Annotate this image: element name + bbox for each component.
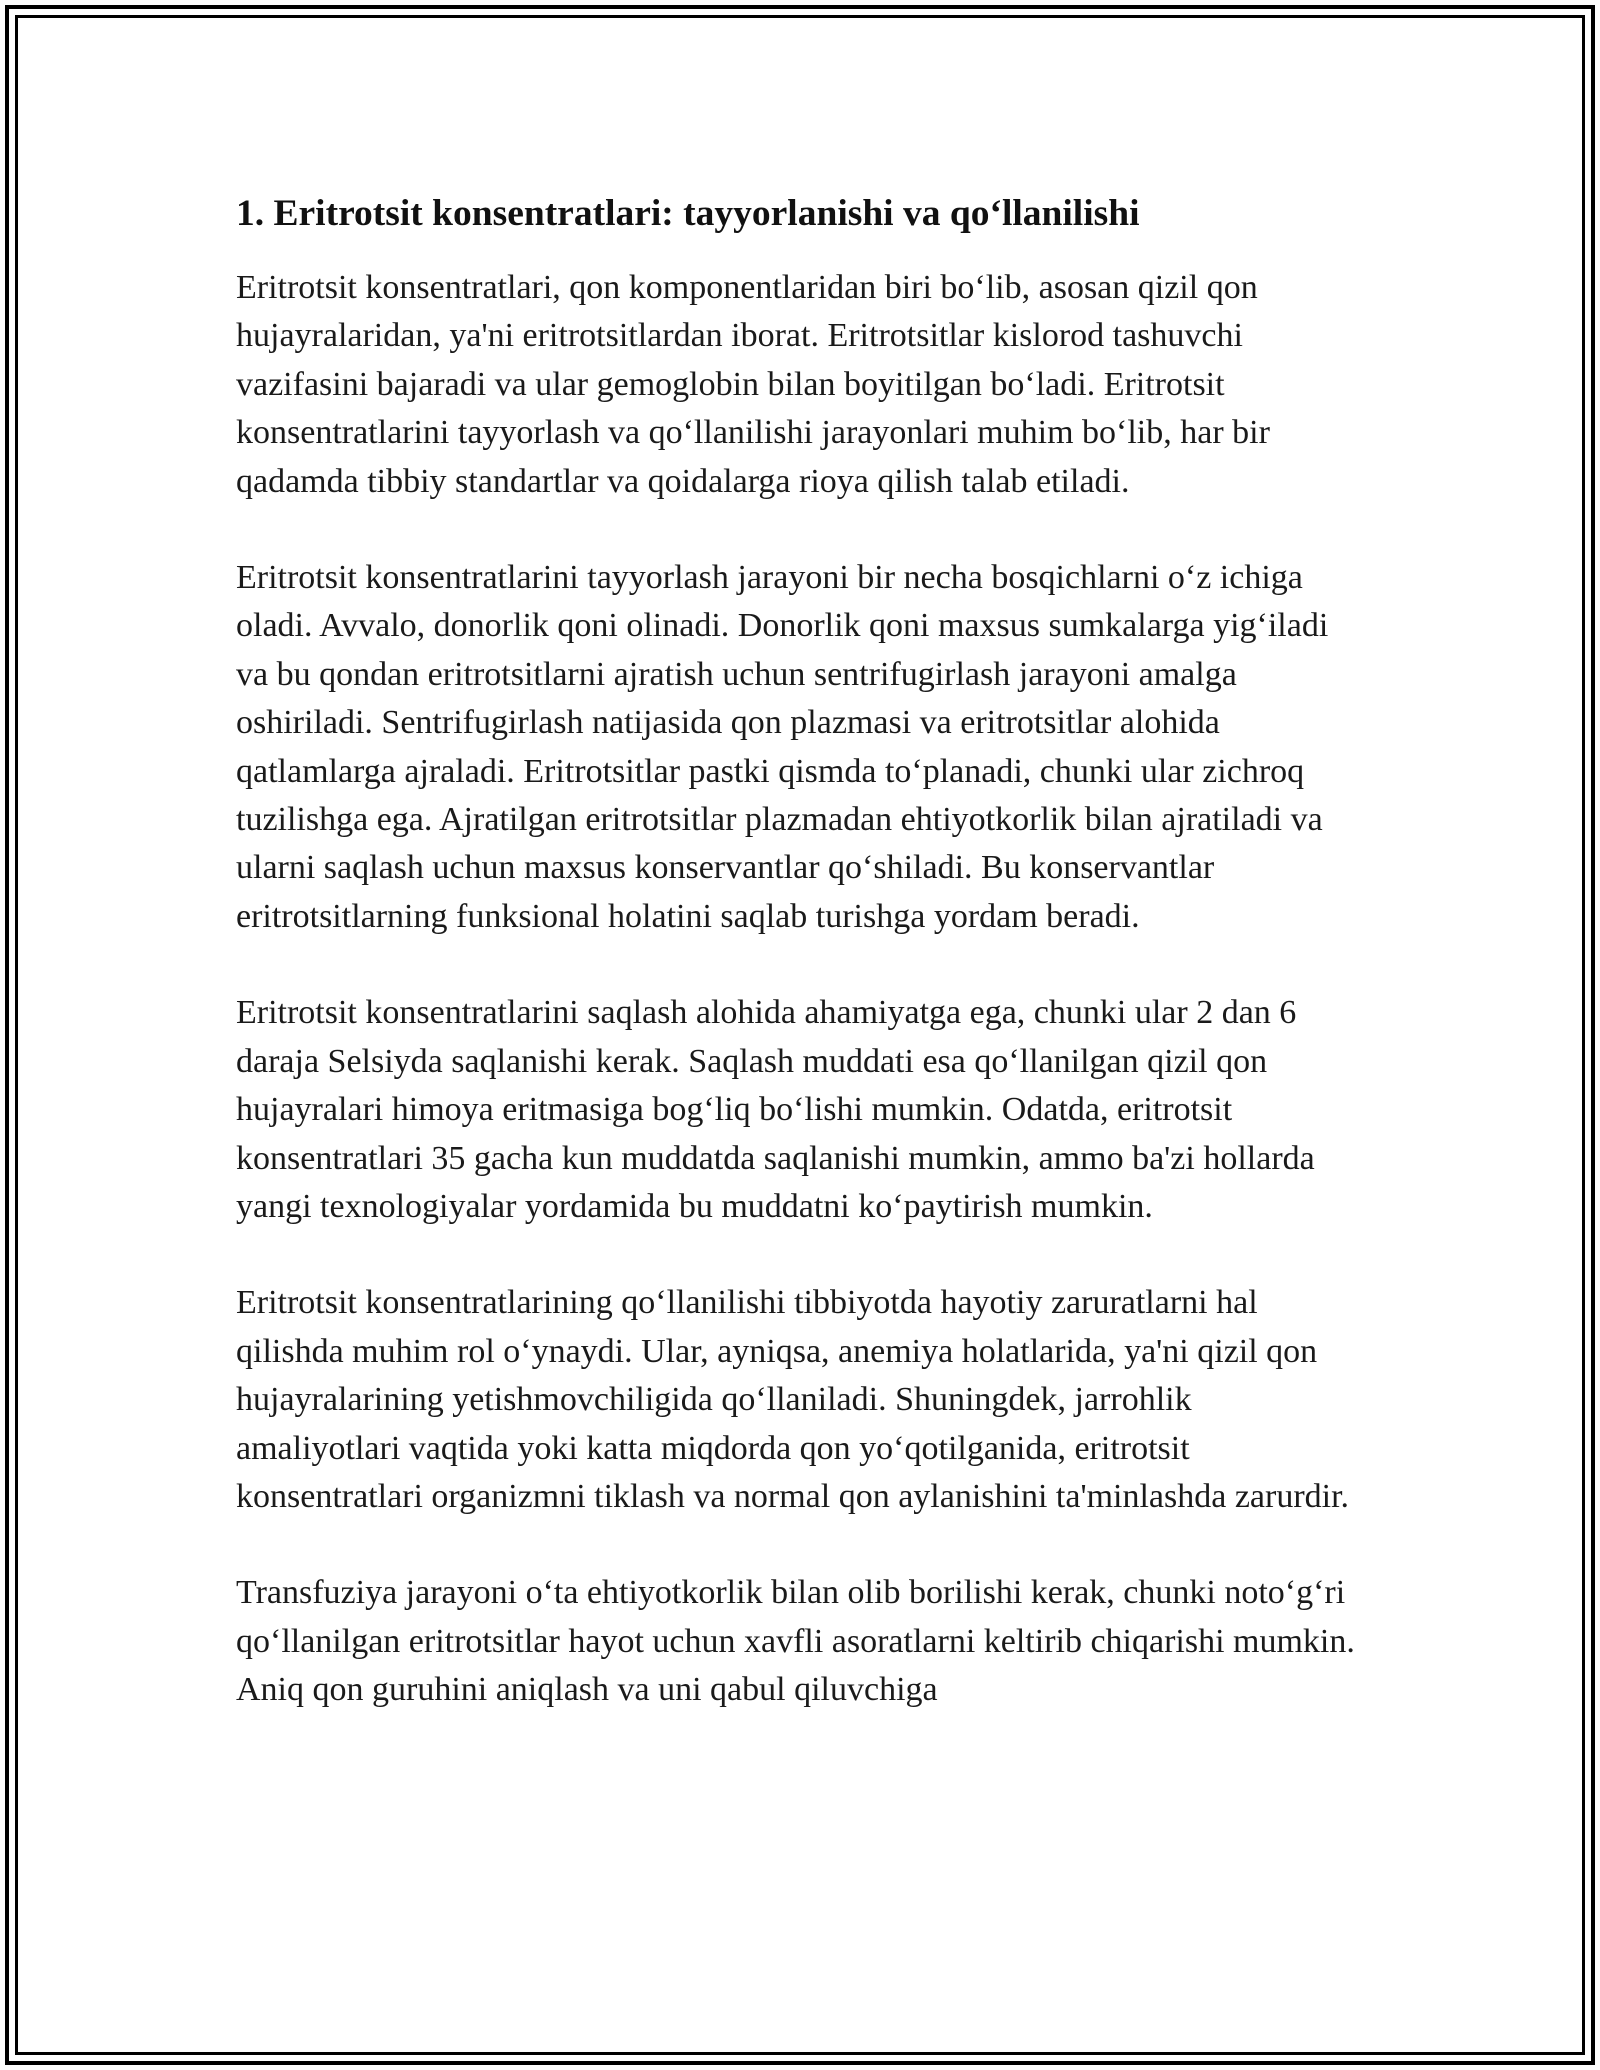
paragraph-2: Eritrotsit konsentratlarini tayyorlash jarayoni bir necha bosqichlarni o‘z ichiga oladi. Avvalo, donorlik qoni olinadi. Donorlik qoni maxsus sumkalarga yig‘iladi va bu qondan eritrotsitlarni ajratish uchun sentrifugirlash jarayoni amalga oshiriladi. Sentrifugirlash natijasida qon plazmasi va eritrotsitlar alohida qatlamlarga ajraladi. Eritrotsitlar pastki qismda to‘planadi, chunki ular zichroq tuzilishga ega. Ajratilgan eritrotsitlar plazmadan ehtiyotkorlik bilan ajratiladi va ularni saqlash uchun maxsus konservantlar qo‘shiladi. Bu konservantlar eritrotsitlarning funksional holatini saqlab turishga yordam beradi. — [236, 559, 1329, 935]
document-body — [236, 188, 1364, 1763]
paragraph-4: Eritrotsit konsentratlarining qo‘llanilishi tibbiyotda hayotiy zaruratlarni hal qilishda muhim rol o‘ynaydi. Ular, ayniqsa, anemiya holatlarida, ya'ni qizil qon hujayralarining yetishmovchiligida qo‘llaniladi. Shuningdek, jarrohlik amaliyotlari vaqtida yoki katta miqdorda qon yo‘qotilganida, eritrotsit konsentratlari organizmni tiklash va normal qon aylanishini ta'minlashda zarurdir. — [236, 1284, 1350, 1515]
paragraph-3: Eritrotsit konsentratlarini saqlash alohida ahamiyatga ega, chunki ular 2 dan 6 daraja Selsiyda saqlanishi kerak. Saqlash muddati esa qo‘llanilgan qizil qon hujayralari himoya eritmasiga bog‘liq bo‘lishi mumkin. Odatda, eritrotsit konsentratlari 35 gacha kun muddatda saqlanishi mumkin, ammo ba'zi hollarda yangi texnologiyalar yordamida bu muddatni ko‘paytirish mumkin. — [236, 994, 1315, 1225]
section-heading: 1. Eritrotsit konsentratlari: tayyorlanishi va qo‘llanilishi — [236, 193, 1140, 234]
paragraph-5: Transfuziya jarayoni o‘ta ehtiyotkorlik bilan olib borilishi kerak, chunki noto‘g‘ri qo‘llanilgan eritrotsitlar hayot uchun xavfli asoratlarni keltirib chiqarishi mumkin. Aniq qon guruhini aniqlash va uni qabul qiluvchiga — [236, 1574, 1355, 1709]
paragraph-1: Eritrotsit konsentratlari, qon komponentlaridan biri bo‘lib, asosan qizil qon hujayralaridan, ya'ni eritrotsitlardan iborat. Eritrotsitlar kislorod tashuvchi vazifasini bajaradi va ular gemoglobin bilan boyitilgan bo‘ladi. Eritrotsit konsentratlarini tayyorlash va qo‘llanilishi jarayonlari muhim bo‘lib, har bir qadamda tibbiy standartlar va qoidalarga rioya qilish talab etiladi. — [236, 269, 1270, 500]
